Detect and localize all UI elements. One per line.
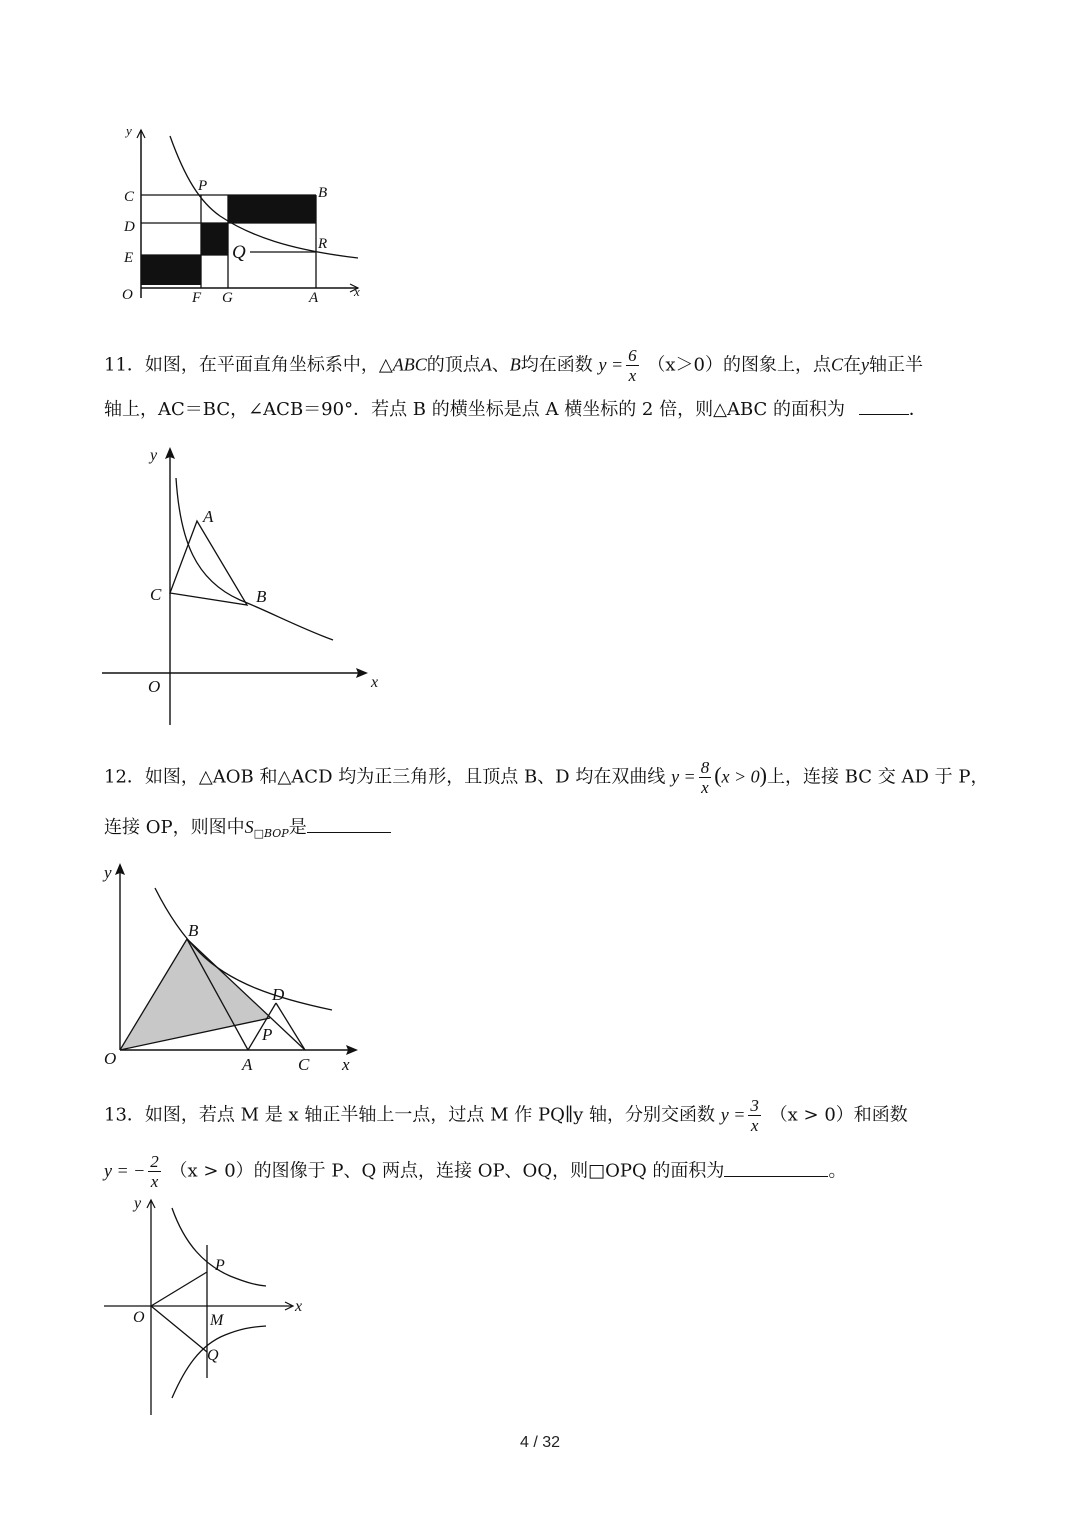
question-13-line1: 13．如图，若点 M 是 x 轴正半轴上一点，过点 M 作 PQ∥y 轴，分别交函数 y = $\frac{3}{x}$ （x > 0）和函数 bbox=[104, 1096, 908, 1135]
hyperbola-curve bbox=[176, 478, 333, 640]
triangle-ABC bbox=[170, 521, 247, 605]
label-E: E bbox=[124, 250, 134, 266]
label-x: x bbox=[371, 674, 379, 691]
label-Q: Q bbox=[232, 242, 246, 263]
question-11-line1: 11．如图，在平面直角坐标系中，△ABC的顶点A、B均在函数 y = $\frac{6}{x}$ （x＞0）的图象上，点C在y轴正半 bbox=[104, 346, 923, 385]
label-P: P bbox=[198, 178, 208, 194]
question-12-line1: 12．如图，△AOB 和△ACD 均为正三角形，且顶点 B、D 均在双曲线 y = $\frac{8}{x}$ (x > 0)上，连接 BC 交 AD 于 P， bbox=[104, 758, 989, 797]
figure-q11 bbox=[100, 440, 390, 730]
label-F: F bbox=[192, 290, 202, 306]
label-D: D bbox=[124, 219, 135, 235]
q12-y-equals: y = bbox=[671, 766, 696, 787]
area-symbol: S bbox=[244, 817, 254, 837]
label-O: O bbox=[148, 677, 161, 696]
label-y: y bbox=[126, 123, 132, 138]
label-P: P bbox=[215, 1257, 225, 1274]
question-13-line2: y = − $\frac{2}{x}$ （x > 0）的图像于 P、Q 两点，连接 OP、OQ，则□OPQ 的面积为 。 bbox=[104, 1152, 847, 1191]
label-A: A bbox=[309, 290, 319, 306]
label-B: B bbox=[318, 185, 328, 201]
answer-blank-q11[interactable] bbox=[859, 396, 909, 415]
label-O: O bbox=[133, 1309, 145, 1326]
figure-q13 bbox=[100, 1190, 320, 1420]
q11-y-equals: y = bbox=[598, 354, 624, 375]
label-R: R bbox=[318, 236, 328, 252]
label-G: G bbox=[222, 290, 233, 306]
q13-y-equals: y = bbox=[720, 1104, 746, 1125]
label-P: P bbox=[262, 1025, 273, 1044]
q13-y-equals-neg: y = − bbox=[104, 1160, 146, 1181]
figure-q12 bbox=[100, 858, 370, 1078]
label-x: x bbox=[295, 1298, 303, 1315]
segment-OQ bbox=[151, 1306, 207, 1352]
curve-positive bbox=[172, 1208, 266, 1286]
label-B: B bbox=[256, 587, 267, 606]
shaded-rect-middle bbox=[201, 223, 228, 255]
figure-q13-svg bbox=[100, 1190, 320, 1420]
curve-negative bbox=[172, 1326, 266, 1398]
figure-q12-svg bbox=[100, 858, 370, 1078]
question-12-number: 12． bbox=[104, 766, 145, 788]
question-13-number: 13． bbox=[104, 1104, 145, 1126]
label-x: x bbox=[354, 284, 360, 299]
label-A: A bbox=[203, 507, 214, 526]
shaded-rect-bottom bbox=[141, 255, 201, 285]
label-y: y bbox=[104, 863, 112, 882]
label-O: O bbox=[122, 287, 133, 303]
shaded-rect-top bbox=[228, 195, 316, 223]
label-D: D bbox=[272, 985, 285, 1004]
label-x: x bbox=[342, 1055, 350, 1074]
figure-q10 bbox=[110, 118, 380, 308]
q12-fraction: $\frac{8}{x}$ bbox=[700, 758, 710, 797]
label-C: C bbox=[150, 585, 162, 604]
label-A: A bbox=[242, 1055, 253, 1074]
label-C: C bbox=[124, 189, 135, 205]
label-C: C bbox=[298, 1055, 310, 1074]
q13-fraction-2: $\frac{2}{x}$ bbox=[150, 1152, 159, 1191]
label-y: y bbox=[134, 1195, 142, 1212]
answer-blank-q13[interactable] bbox=[724, 1158, 828, 1177]
label-B: B bbox=[188, 921, 199, 940]
q13-fraction: $\frac{3}{x}$ bbox=[750, 1096, 759, 1135]
figure-q11-svg bbox=[100, 440, 390, 730]
label-M: M bbox=[210, 1312, 224, 1329]
segment-OP bbox=[151, 1272, 207, 1306]
page-number: 4 / 32 bbox=[519, 1434, 561, 1451]
question-11-line2: 轴上，AC＝BC，∠ACB＝90°．若点 B 的横坐标是点 A 横坐标的 2 倍，则△ABC 的面积为 ． bbox=[104, 396, 927, 422]
answer-blank-q12[interactable] bbox=[307, 814, 391, 833]
label-y: y bbox=[150, 447, 158, 464]
figure-q10-svg bbox=[110, 118, 380, 308]
q11-fraction: $\frac{6}{x}$ bbox=[628, 346, 637, 385]
label-Q: Q bbox=[207, 1347, 219, 1364]
question-11-number: 11． bbox=[104, 354, 145, 376]
label-O: O bbox=[104, 1049, 117, 1068]
question-12-line2: 连接 OP，则图中$S_{□BOP}$是 bbox=[104, 814, 391, 846]
